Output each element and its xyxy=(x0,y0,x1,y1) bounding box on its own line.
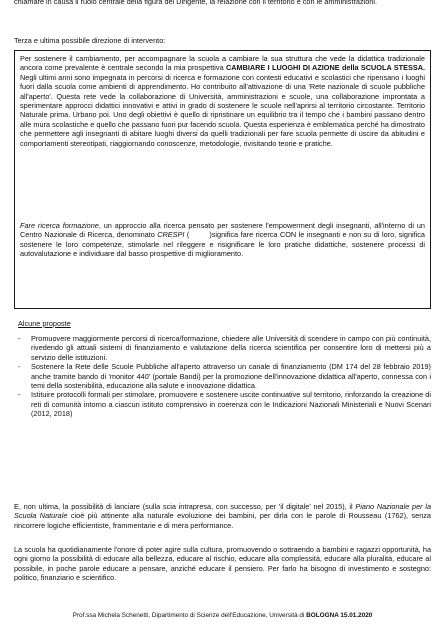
proposals-heading-text: Alcune proposte xyxy=(18,319,71,328)
list-item xyxy=(14,362,431,390)
dash-bullet: - xyxy=(18,334,21,343)
proposals-list xyxy=(14,334,431,419)
section-intro-text: Terza e ultima possibile direzione di intervento: xyxy=(14,36,166,45)
para-e-rest: cioè più attinente alla naturale evoluzione dei bambini, per dirla con le parole di Rousseau (1762), senza rincorrere logiche efficientiste, frammentarie e di mera performance. xyxy=(14,511,431,530)
section-intro xyxy=(14,36,431,45)
footer-signature xyxy=(14,612,431,620)
list-item xyxy=(14,390,431,418)
para-final-text: La scuola ha quotidianamente l'onore di poter agire sulla cultura, promuovendo o sottraendo a bambini e ragazzi opportunità, ha ogni giorno la possibilità di educare alla bellezza, educare al rischio, educare alla complessità, educare alla pluralità, educare al possibile, in poche parole educare a pensare, anziché educare il pensiero. Per farlo ha bisogno di investimento e sostegno: politico, finanziario e scientifico. xyxy=(14,545,431,583)
box-p1-rest: Negli ultimi anni sono impegnata in percorsi di ricerca e formazione con contesti educativi e scolastici che ripensano i luoghi fuori dalla scuola come ambienti di apprendimento. Ho contribuito all'attivazione di una 'Rete nazionale di scuole pubbliche all'aperto'. Questa rete vede la collaborazione di Università, amministrazioni e scuole, una collaborazione improntata a sperimentare approcci didattici innovativi e attivi in grado di sostenere le scuole nell'aprirsi al territorio circostante. Territorio Naturale prima. Urbano poi. Uno degli obiettivi è quello di ripristinare un equilibrio tra il tempo che i bambini passano dentro alle mura scolastiche e quello che passano fuori pur facendo scuola. Questa esperienza è emblematica perché ha dimostrato che permettere agli insegnanti di abitare luoghi diversi da quelli tradizionali per fare scuola permette di uscire da abitudini e comportamenti stereotipati, riaggiornando conoscenze, metodologie, rivisitando teorie e pratiche. xyxy=(20,72,425,148)
dash-bullet: - xyxy=(18,362,21,372)
box-paragraph-1 xyxy=(20,54,425,148)
paragraph-piano-nazionale xyxy=(14,502,431,530)
box-p2-paren-open: ( xyxy=(184,230,190,240)
footer-text: Prof.ssa Michela Schenetti, Dipartimento di Scienze dell'Educazione, Università di xyxy=(72,612,307,619)
footer-bold: BOLOGNA 15.01.2020 xyxy=(306,612,373,619)
top-paragraph xyxy=(14,0,431,6)
list-item-text: Istituire protocolli formali per stimolare, promuovere e sostenere uscite continuative sul territorio, rinforzando la creazione di reti di comunità intorno a ciascun istituto comprensivo in coerenza con le Indicazioni Nazionali Ministeriali e Nuovi Scenari (2012, 2018) xyxy=(31,390,431,419)
list-item xyxy=(14,334,431,362)
box-p2-rest: )significa fare ricerca CON le insegnanti e non su di loro, significa sostenere le loro competenze, stimolarle nel rileggere e risignificare le loro pratiche didattiche, sostenere processi di autovalutazione e individuare dal basso prospettive di miglioramento. xyxy=(20,230,425,259)
box-paragraph-2 xyxy=(20,221,425,259)
top-paragraph-text: chiamare in causa il ruolo centrale della figura del Dirigente, la relazione con il territorio e con le amministrazioni. xyxy=(14,0,377,6)
para-e-italic: Piano Nazionale per la Scuola Naturale xyxy=(14,502,431,521)
proposals-heading xyxy=(18,319,71,328)
boxed-section xyxy=(14,50,431,309)
box-p2-crespi: CRESPI xyxy=(157,230,185,240)
paragraph-final xyxy=(14,545,431,583)
para-e-text: E, non ultima, la possibilità di lanciare (sulla scia intrapresa, con successo, per 'il digitale' nel 2015), il xyxy=(14,502,356,511)
box-p1-bold: CAMBIARE I LUOGHI DI AZIONE della SCUOLA STESSA. xyxy=(225,63,425,73)
list-item-text: Promuovere maggiormente percorsi di ricerca/formazione, chiedere alle Università di scendere in campo con più continuità, rivedendo gli attuali sistemi di finanziamento e valutazione della ricerca scientifica per consentire loro di mettersi più a servizio delle istituzioni. xyxy=(31,334,431,362)
list-item-text: Sostenere la Rete delle Scuole Pubbliche all'aperto attraverso un canale di finanziamento (DM 174 del 28 febbraio 2019) anche tramite bando di 'monitor 440' (portale Bandi) per la promozione dell'innovazione didattica all'aperto, connessa con i temi della sostenibilità, educazione alla salute e innovazione didattica. xyxy=(31,362,431,391)
box-p2-text: , un approccio alla ricerca pensato per sostenere l'empowerment degli insegnanti, all'interno di un Centro Nazionale di Ricerca, denominato xyxy=(20,221,425,240)
box-p1-text: Per sostenere il cambiamento, per accompagnare la scuola a cambiare la sua struttura che vede la didattica tradizionale ancora come prevalente è centrale secondo la mia prospettiva xyxy=(20,54,425,73)
dash-bullet: - xyxy=(18,390,21,400)
box-p2-italic: Fare ricerca formazione xyxy=(20,221,99,230)
